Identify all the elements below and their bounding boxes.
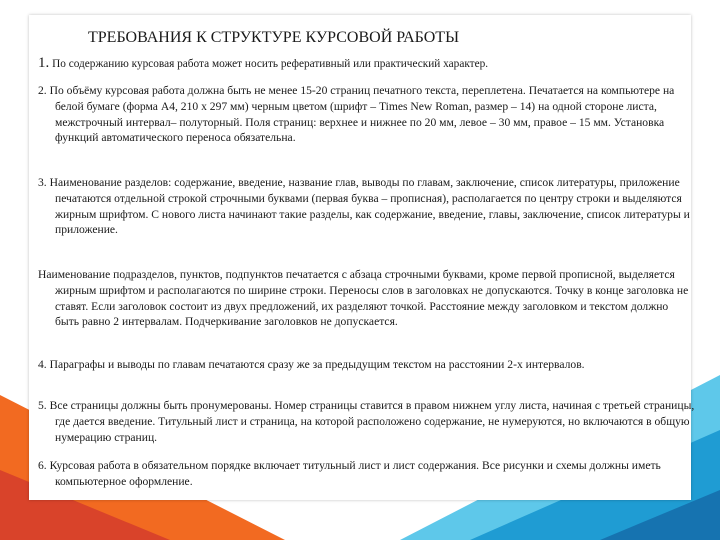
requirement-1: [38, 55, 690, 72]
requirement-3: 3. Наименование разделов: содержание, введение, название глав, выводы по главам, заключение, список литературы, приложение печатаются отдельной строкой строчными буквами (первая буква – прописная), располагается по центру строки и выделяются жирным шрифтом. С нового листа начинают такие разделы, как содержание, введение, главы, заключение, список литературы и приложение.: [38, 176, 690, 237]
requirement-2: 2. По объёму курсовая работа должна быть не менее 15-20 страниц печатного текста, переплетена. Печатается на компьютере на белой бумаге (форма А4, 210 х 297 мм) черным цветом (шрифт – Times New Roman, размер – 14) на одной стороне листа, межстрочный интервал– полуторный. Поля страниц: верхнее и нижнее по 20 мм, левое – 30 мм, правое – 15 мм. Установка функций автоматического переноса обязательна.: [38, 84, 675, 145]
requirement-6: 6. Курсовая работа в обязательном порядке включает титульный лист и лист содержания. Все рисунки и схемы должны иметь компьютерное оформление.: [38, 459, 661, 488]
requirement-5: 5. Все страницы должны быть пронумерованы. Номер страницы ставится в правом нижнем углу листа, начиная с третьей страницы, где дается введение. Титульный лист и страница, на которой расположено содержание, не нумеруются, но включаются в общую нумерацию страниц.: [38, 399, 695, 444]
slide-title: ТРЕБОВАНИЯ К СТРУКТУРЕ КУРСОВОЙ РАБОТЫ: [88, 29, 460, 46]
requirement-4: 4. Параграфы и выводы по главам печатаются сразу же за предыдущим текстом на расстоянии 2-х интервалов.: [38, 358, 585, 371]
requirement-1-text: По содержанию курсовая работа может носить реферативный или практический характер.: [49, 58, 489, 70]
requirement-1-number: 1.: [38, 55, 50, 71]
requirement-subsections: Наименование подразделов, пунктов, подпунктов печатается с абзаца строчными буквами, кроме первой прописной, выделяется жирным шрифтом и располагаются по ширине строки. Переносы слов в заголовках не допускаются. Точку в конце заголовка не ставят. Если заголовок состоит из двух предложений, их разделяют точкой. Расстояние между заголовком и текстом должно быть равно 2 интервалам. Подчеркивание заголовков не допускается.: [38, 268, 689, 329]
